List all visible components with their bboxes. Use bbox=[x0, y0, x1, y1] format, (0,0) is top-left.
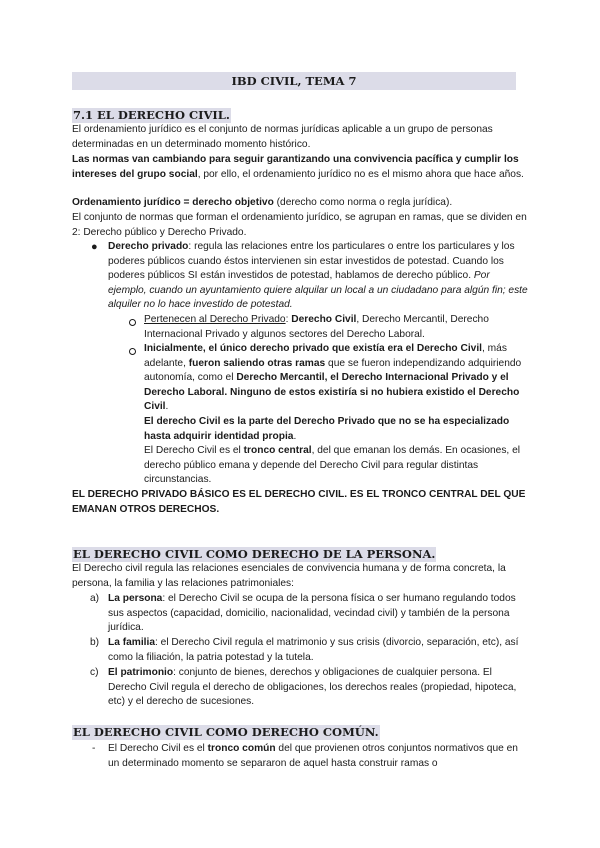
text-bold: Derecho Mercantil, el Derecho Internacional Privado y el Derecho Laboral. Ninguno de estos existiría si no hubiera existido el Derecho Civil bbox=[144, 372, 520, 413]
document-title: IBD CIVIL, TEMA 7 bbox=[72, 72, 516, 90]
text-bold: Las normas van cambiando para seguir garantizando una convivencia pacífica y cumplir los intereses del grupo social bbox=[72, 154, 519, 180]
list-marker-dash: - bbox=[92, 743, 96, 754]
list-item-tronco-comun bbox=[108, 742, 528, 771]
paragraph-normas bbox=[72, 153, 532, 182]
list-item-persona bbox=[108, 592, 528, 636]
section-heading-derecho-persona: EL DERECHO CIVIL COMO DERECHO DE LA PERSONA. bbox=[73, 547, 436, 561]
list-item-patrimonio bbox=[108, 666, 528, 710]
text: : el Derecho Civil regula el matrimonio y sus crisis (divorcio, separación, etc), así como la filiación, la patria potestad y la tutela. bbox=[108, 637, 519, 663]
text: . bbox=[165, 401, 169, 413]
text: . bbox=[293, 430, 297, 442]
sub-bullet-inicialmente bbox=[144, 342, 528, 488]
sub-bullet-pertenecen bbox=[144, 313, 528, 342]
text-bold: tronco central bbox=[243, 445, 312, 457]
text-bold: Inicialmente, el único derecho privado que existía era el Derecho Civil bbox=[144, 343, 483, 354]
closing-statement: EL DERECHO PRIVADO BÁSICO ES EL DERECHO CIVIL. ES EL TRONCO CENTRAL DEL QUE EMANAN OTROS DERECHOS. bbox=[72, 489, 526, 515]
text: El Derecho Civil es el bbox=[144, 445, 244, 457]
text-bold: Derecho privado bbox=[108, 241, 189, 252]
paragraph-ordenamiento: El ordenamiento jurídico es el conjunto de normas jurídicas aplicable a un grupo de personas determinadas en un determinado momento histórico. bbox=[72, 124, 493, 150]
list-marker-c: c) bbox=[90, 667, 99, 678]
text-bold: tronco común bbox=[207, 743, 276, 754]
text: : bbox=[285, 314, 292, 325]
text: : el Derecho Civil se ocupa de la persona física o ser humano regulando todos sus aspectos (capacidad, domicilio, nacionalidad, vecindad civil) y también de la persona jurídica. bbox=[108, 593, 516, 634]
paragraph-ramas: El conjunto de normas que forman el ordenamiento jurídico, se agrupan en ramas, que se dividen en 2: Derecho público y Derecho Privado. bbox=[72, 212, 527, 238]
text-bold: El patrimonio bbox=[108, 667, 174, 678]
list-marker-b: b) bbox=[90, 637, 100, 648]
text-bold: La persona bbox=[108, 593, 163, 604]
paragraph-derecho-civil-regula: El Derecho civil regula las relaciones esenciales de convivencia humana y de forma concreta, la persona, la familia y las relaciones patrimoniales: bbox=[72, 563, 506, 589]
text: , del que emanan los demás. En ocasiones, el derecho público emana y depende del Derecho Civil para regular distintas circunstancias. bbox=[144, 445, 520, 486]
list-marker-a: a) bbox=[90, 593, 100, 604]
text: que se fueron independizando adquiriendo autonomía, como el bbox=[144, 357, 522, 384]
section-heading-derecho-comun: EL DERECHO CIVIL COMO DERECHO COMÚN. bbox=[73, 725, 379, 739]
text: (derecho como norma o regla jurídica). bbox=[273, 197, 453, 208]
list-item-familia bbox=[108, 636, 528, 665]
text-bold: Ordenamiento jurídico = derecho objetivo bbox=[72, 197, 274, 208]
text: : conjunto de bienes, derechos y obligaciones de cualquier persona. El Derecho Civil regula el derecho de obligaciones, los derechos reales (propiedad, hipoteca, etc) y el derecho de sucesiones. bbox=[108, 667, 517, 708]
section-heading-derecho-civil: 7.1 EL DERECHO CIVIL. bbox=[73, 108, 230, 122]
text-bold: El derecho Civil es la parte del Derecho Privado que no se ha especializado hasta adquirir identidad propia bbox=[144, 415, 510, 442]
text-underline: Pertenecen al Derecho Privado bbox=[144, 314, 286, 325]
sub-bullet-circle bbox=[129, 348, 136, 355]
text-italic: Por ejemplo, cuando un ayuntamiento quiere alquilar un local a un ciudadano para algún fin; este alquiler no lo hace investido de potestad. bbox=[108, 270, 528, 311]
sub-bullet-circle bbox=[129, 319, 136, 326]
bullet-dot: ● bbox=[91, 241, 98, 253]
text-bold: Derecho Civil bbox=[291, 314, 357, 325]
bullet-derecho-privado bbox=[108, 240, 528, 313]
text: : regula las relaciones entre los particulares o entre los particulares y los poderes públicos cuando éstos intervienen sin estar investidos de potestad. Cuando los poderes públicos SI están investidos de potestad, hablamos de derecho público. bbox=[108, 241, 515, 282]
paragraph-derecho-objetivo bbox=[72, 196, 532, 211]
text-bold: fueron saliendo otras ramas bbox=[188, 357, 326, 369]
text: , más adelante, bbox=[144, 343, 507, 369]
text: del que provienen otros conjuntos normativos que en un determinado momento se separaron de aquel hasta construir ramas o bbox=[108, 743, 518, 769]
text: El Derecho Civil es el bbox=[108, 743, 208, 754]
text: , Derecho Mercantil, Derecho Internacional Privado y algunos sectores del Derecho Laboral. bbox=[144, 314, 489, 340]
text: , por ello, el ordenamiento jurídico no es el mismo ahora que hace años. bbox=[197, 168, 524, 180]
text-bold: La familia bbox=[108, 637, 155, 648]
